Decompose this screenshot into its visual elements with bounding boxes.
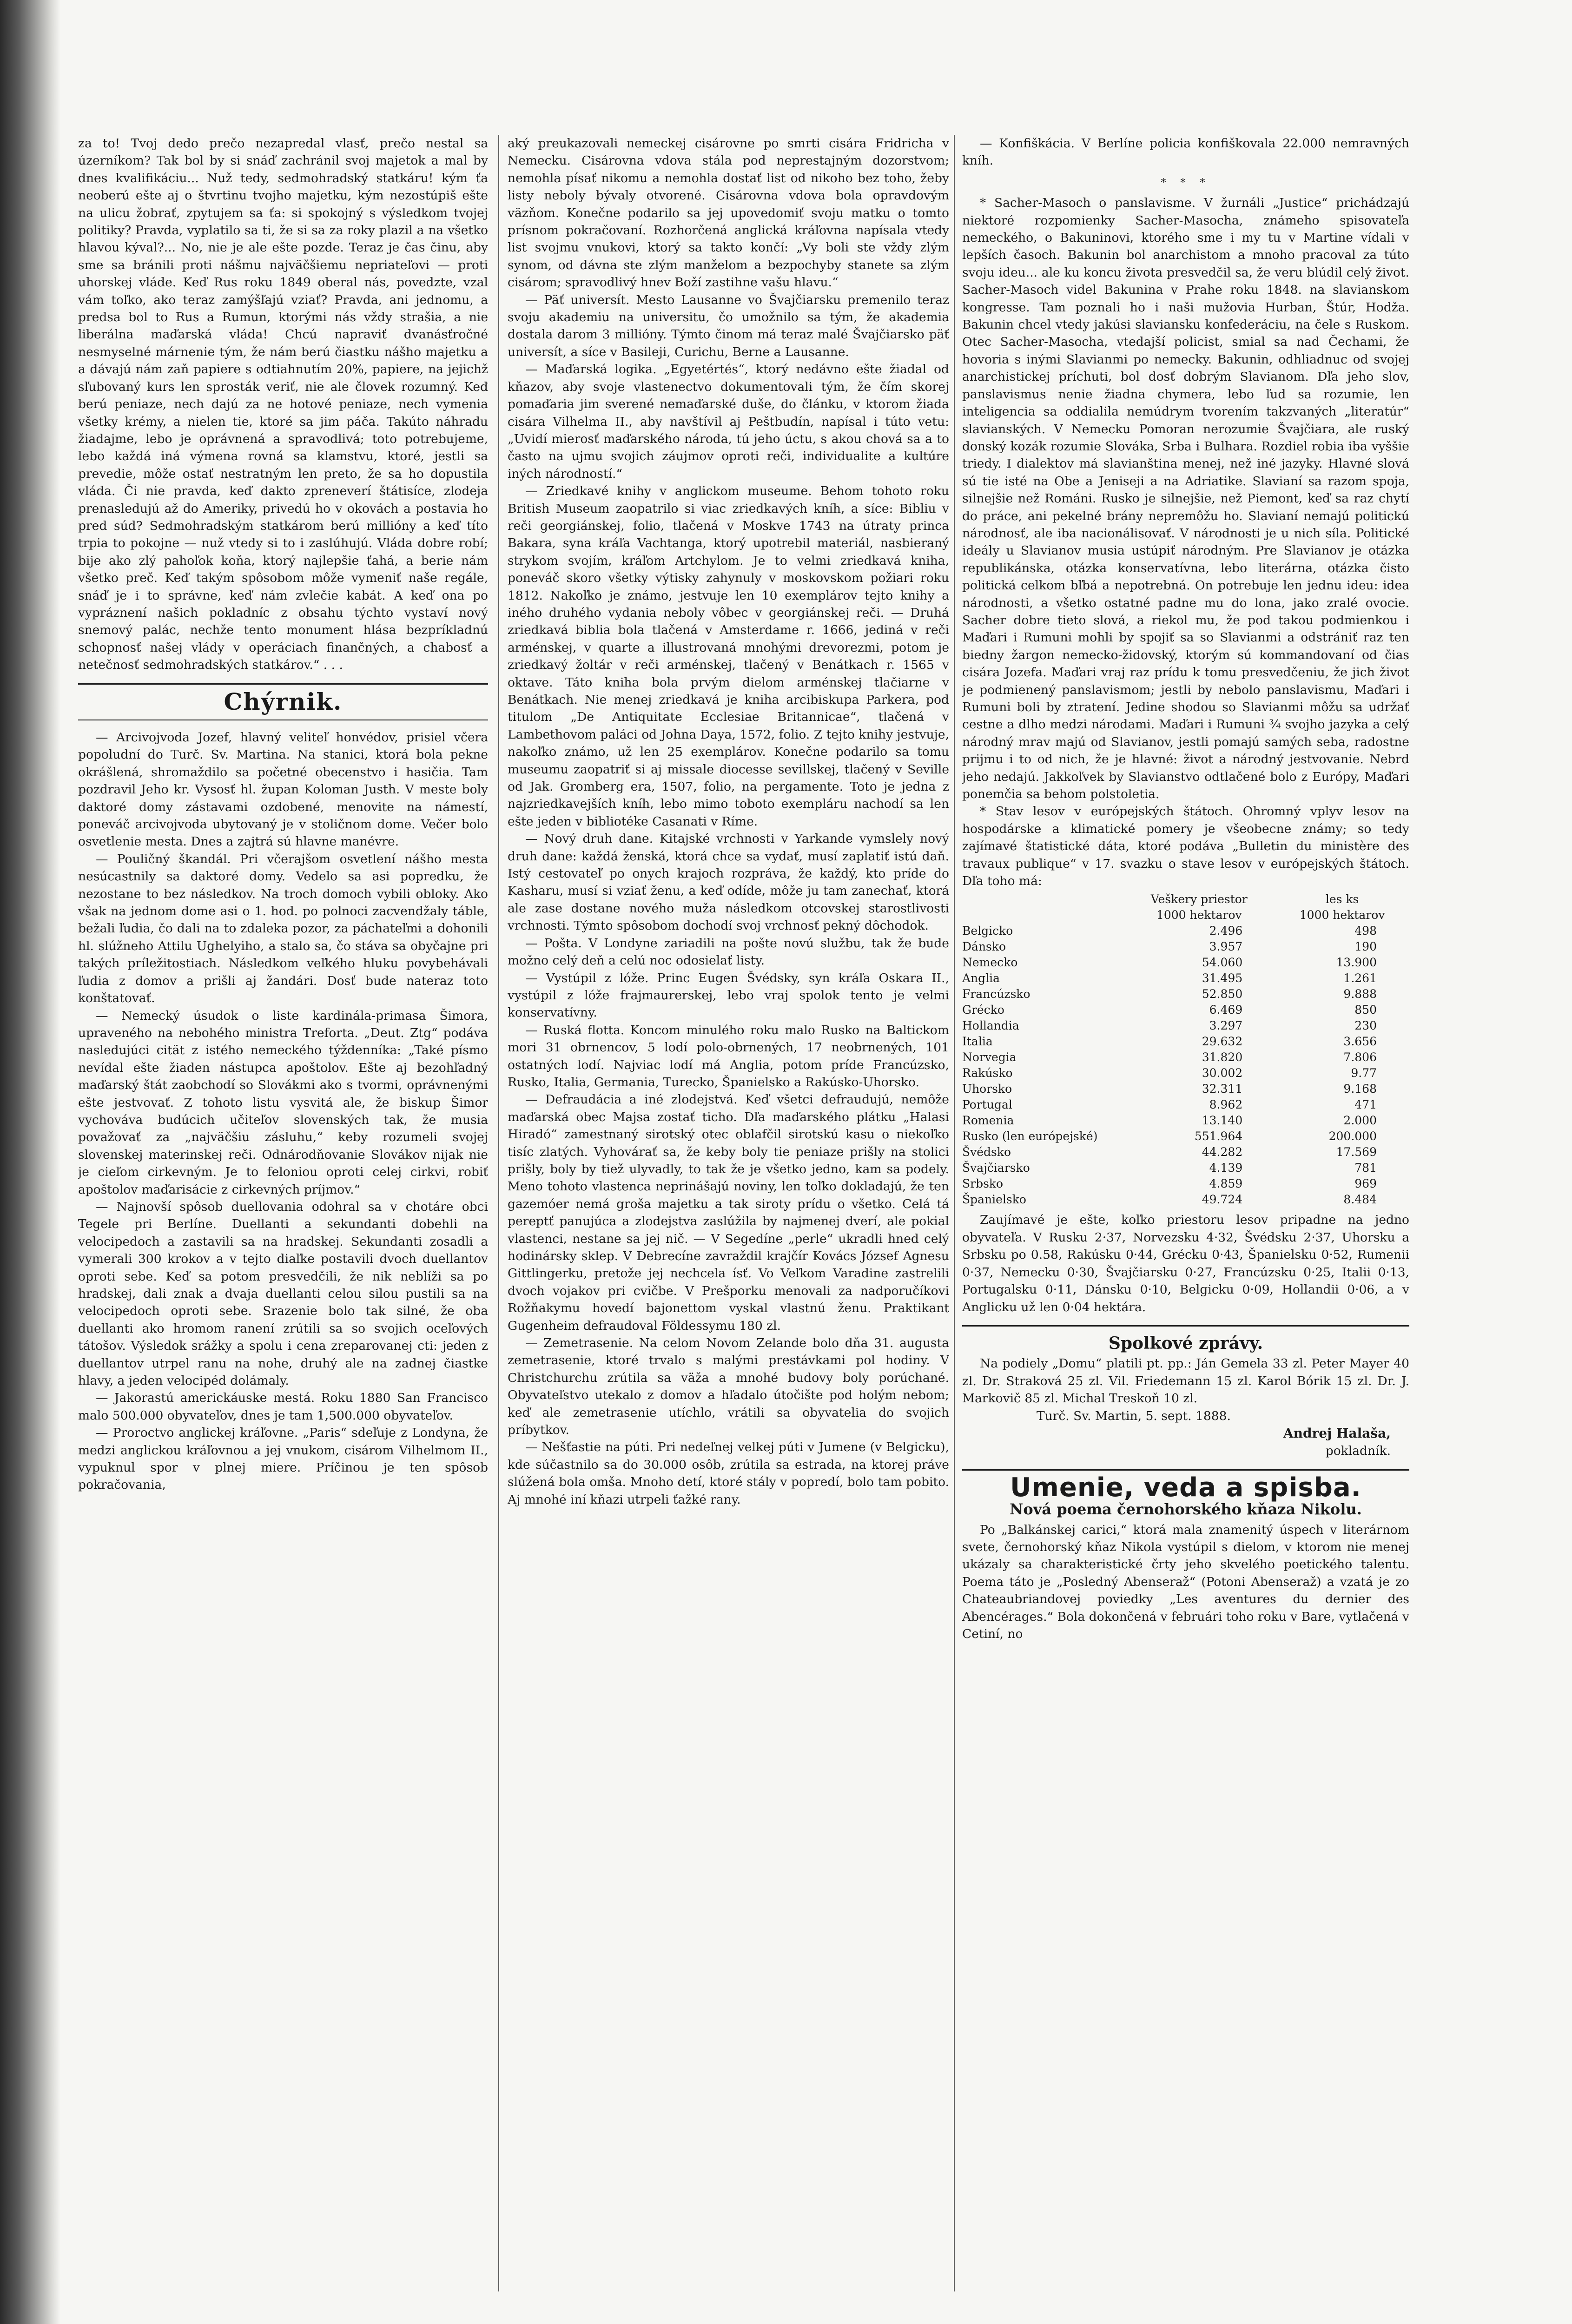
value-cell: 1.261 bbox=[1343, 971, 1377, 985]
table-row bbox=[962, 1176, 1409, 1192]
column-3 bbox=[962, 135, 1409, 2293]
table-header-cell bbox=[962, 891, 1123, 907]
article-text: za to! Tvoj dedo prečo nezapredal vlasť, prečo nestal sa úzerníkom? Tak bol by si snáď zachránil svoj majetok a mal by dnes kvalifikáciu... Nuž tedy, sedmohradský statkáru! kým ťa neoberú ešte aj o štvrtinu tvojho majetku, kým nezostúpiš ešte na ulicu žobrať, zpytujem sa ťa: si spokojný s výsledkom tvojej politiky? Pravda, vyplatilo sa ti, že si sa za roky plazil a na všetko hlavou kýval?... No, nie je ale ešte pozde. Teraz je čas činu, aby sme sa bránili proti nášmu najväčšiemu nepriateľovi — proti uhorskej vláde. Keď Rus roku 1849 oberal nás, povedzte, vzal vám toľko, ako teraz zamýšľajú vziať? Pravda, ani jednomu, a predsa bol to Rus a Rumun, ktorými nás vždy strašia, a nie liberálna maďarská vláda! Chcú napraviť dvanásťročné nesmyselné márnenie tým, že nám berú čiastku nášho majetku a a dávajú nám zaň papiere s odtiahnutím 20%, papiere, na jejichž sľubovaný kurs len sprosták veriť, nie ale človek rozumný. Keď berú peniaze, nech dajú za ne hotové peniaze, nech vymenia všetky krémy, a nielen tie, ktoré sa jim páča. Takúto náhradu žiadajme, lebo je oprávnená a spravodlivá; toto potrebujeme, lebo každá iná výmena rovná sa klamstvu, ktoré, jestli sa prevedie, môže ostať nestratným len preto, že sa ho dopustila vláda. Či nie pravda, keď dakto zpreneverí štátisíce, zlodeja prenasledujú až do Ameriky, privedú ho v okovách a postavia ho pred súd? Sedmohradským statkárom berú millióny a keď títo trpia to pokojne — nuž vtedy si to i zaslúhujú. Vláda dobre robí; bije ako zlý pahoľok koňa, ktorý najlepšie ťahá, a berie nám všetko preč. Keď takým spôsobom môže vymeniť naše regále, snáď je i to správne, keď nám zvlečie kabát. A keď ona po vypráznení našich pokladníc z obsahu týchto vystaví nový snemový palác, nechže tento monument hlása bezpríkladnú schopnosť našej vlády v operáciach finančných, a chabosť a netečnosť sedmohradských statkárov.“ . . . bbox=[78, 136, 488, 673]
asterism-separator: * * * bbox=[1161, 177, 1211, 189]
table-header-cell: 1000 hektarov bbox=[1156, 908, 1242, 922]
signature-role: pokladník. bbox=[1325, 1444, 1391, 1459]
article-title: Nová poema černohorského kňaza Nikolu. bbox=[1010, 1500, 1362, 1519]
news-item: — Najnovší spôsob duellovania odohral sa v chotáre obci Tegele pri Berlíne. Duellanti a sekundanti dobehli na velocipedoch a zastavili sa na hradskej. Sekundanti zosadli a vymerali 300 krokov a v tejto diaľke postavili dvoch duellantov oproti sebe. Keď sa potom presvedčili, že nik neblíži sa po hradskej, dali znak a dvaja duellanti celou silou pustili sa na velocipedoch oproti sebe. Srazenie bolo tak silné, že oba duellanti ako hromom ranení zrútili sa so svojich oceľových tátošov. Výsledok srážky a spolu i cena zreparovanej cti: jeden z duellantov utrpel ranu na nohe, druhý ale na zadnej čiastke hlavy, a jeden velocipéd dolámaly. bbox=[78, 1199, 488, 1388]
table-row bbox=[962, 1018, 1409, 1034]
value-cell: 471 bbox=[1354, 1098, 1377, 1112]
table-row bbox=[962, 971, 1409, 986]
country-cell: Romenia bbox=[962, 1114, 1014, 1128]
country-cell: Nemecko bbox=[962, 956, 1018, 970]
contribution-list: Na podiely „Domu“ platili pt. pp.: Ján Gemela 33 zl. Peter Mayer 40 zl. Dr. Straková 25 zl. Vil. Friedemann 15 zl. Karol Bórik 15 zl. Dr. J. Markovič 85 zl. Michal Treskoň 10 zl. bbox=[962, 1356, 1409, 1406]
value-cell: 6.469 bbox=[1209, 1003, 1243, 1017]
news-item: aký preukazovali nemeckej cisárovne po smrti cisára Fridricha v Nemecku. Cisárovna vdova stála pod neprestajným dozorstvom; nemohla písať nikomu a nemohla dostať list od nikoho bez toho, žeby listy neboly bývaly otvorené. Cisárovna vdova bola opravdovým väzňom. Konečne podarilo sa jej upovedomiť svoju matku o tomto prísnom pokračovaní. Rozhorčená anglická kráľovna napísala vtedy list svojmu vnukovi, ktorý sa takto končí: „Vy boli ste vždy zlým synom, od dávna ste zlým manželom a bezpochyby stanete sa zlým cisárom; spravodlivý hnev Boží zastihne vašu hlavu.“ bbox=[508, 136, 949, 290]
country-cell: Belgicko bbox=[962, 924, 1013, 938]
news-item: — Vystúpil z lóže. Princ Eugen Švédsky, syn kráľa Oskara II., vystúpil z lóže frajmaurerskej, lebo vraj spolok tento je velmi konservatívny. bbox=[508, 971, 949, 1020]
country-cell: Španielsko bbox=[962, 1193, 1026, 1207]
table-row bbox=[962, 1081, 1409, 1097]
country-cell: Italia bbox=[962, 1035, 993, 1049]
news-item: — Pouličný škandál. Pri včerajšom osvetlení nášho mesta nesúcastnily sa daktoré domy. Vedelo sa asi popredku, že nezostane to bez následkov. Na troch domoch vybili obloky. Ako však na jednom dome asi o 1. hod. po polnoci zacvendžaly táble, bežali ľudia, čo dali na to zdaleka pozor, za páchateľmi a dohonili hl. slúžneho Attilu Ughelyiho, a stalo sa, čo stáva sa obyčajne pri takých príležitostiach. Následkom veľkého hluku povybehávali ľudia z domov a prišli aj žandári. Dosť bude nateraz toto konštatovať. bbox=[78, 852, 488, 1006]
news-item: * Sacher-Masoch o panslavisme. V žurnáli „Justice“ prichádzajú niektoré rozpomienky Sacher-Masocha, známeho spisovateľa nemeckého, o Bakuninovi, ktorého sme i my tu v Martine vídali v lepších časoch. Bakunin bol anarchistom a mnoho pracoval za túto svoju ideu... ale ku koncu života presvedčil sa, že veru blúdil celý život. Sacher-Masoch videl Bakunina v Prahe roku 1848. na slavianskom kongresse. Tam poznali ho i naši mužovia Hurban, Štúr, Hodža. Bakunin chcel vtedy jakúsi slaviansku konfederáciu, na čele s Ruskom. Otec Sacher-Masocha, vtedajší policist, smial sa nad Čechami, že hovoria s inými Slavianmi po nemecky. Bakunin, odhliadnuc od svojej anarchistickej príchuti, bol dosť dobrým Slavianom. Dľa jeho slov, panslavismus nenie žiadna chymera, lebo ľud sa rozumie, len inteligencia sa oddialila nemúdrym tvorením takzvaných „literatúr“ slavianských. V Nemecku Pomoran nerozumie Švajčiara, ale ruský donský kozák rozumie Slováka, Srba i Bulhara. Rozdiel robia iba vyššie triedy. I dialektov má slavianština menej, než iné jazyky. Hlavné slová sú tie isté na Obe a Jeniseji a na Adriatike. Slavianí sa razom spoja, silnejšie než Románi. Rusko je silnejšie, než Piemont, keď sa raz chytí do práce, ani pekelné brány nepremôžu ho. Slavianí nemajú politickú národnosť, ale iba nacionálisovať. V národnosti je u nich síla. Politické ideály u Slavianov musia ustúpiť národným. Pre Slavianov je otázka republikánska, otázka konservatívna, lebo literárna, otázka čisto politická celkom bľbá a nepotrebná. On potrebuje len jednu ideu: idea národnosti, a všetko ostatné padne mu do lona, jako zralé ovocie. Sacher dobre tieto slová, a riekol mu, že pod takou podmienkou i Maďari i Rumuni mohli by spojiť sa so Slavianmi a odstrániť raz ten biedny žargon nemecko-židovský, ktorým sú kommandovaní od čias cisára Jozefa. Maďari vraj raz prídu k tomu presvedčeniu, že jich život je podmienený panslavismom; jestli by nebolo panslavismu, Maďari i Rumuni boli by ztratení. Jedine shodou so Slavianmi môžu sa udržať cestne a dlho medzi národami. Maďari i Rumuni ¾ svojho jazyka a celý národný mrav majú od Slavianov, jestli pomajú samých seba, radostne prijmu i to od nich, že je hlavné: život a národný jestvovanie. Nebrd jeho nedajú. Jakkoľvek by Slavianstvo odtlačené bolo z Európy, Maďari ponemčia sa behom polstoletia. bbox=[962, 196, 1409, 802]
column-rule bbox=[954, 135, 955, 2291]
table-header-cell: Veškery priestor bbox=[1150, 892, 1248, 906]
value-cell: 2.000 bbox=[1343, 1114, 1377, 1128]
table-row bbox=[962, 1192, 1409, 1208]
country-cell: Rusko (len európejské) bbox=[962, 1129, 1098, 1143]
value-cell: 8.962 bbox=[1209, 1098, 1243, 1112]
news-item: — Päť universít. Mesto Lausanne vo Švajčiarsku premenilo teraz svoju akademiu na universitu, čo umožnilo sa tým, že akademia dostala darom 3 millióny. Týmto činom má teraz malé Švajčiarsko päť universít, a síce v Basileji, Curichu, Berne a Lausanne. bbox=[508, 292, 949, 359]
country-cell: Portugal bbox=[962, 1098, 1012, 1112]
table-row bbox=[962, 1002, 1409, 1018]
section-heading-chyrnik: Chýrnik. bbox=[224, 687, 343, 715]
section-divider bbox=[78, 683, 488, 685]
value-cell: 9.888 bbox=[1343, 987, 1377, 1001]
news-item: — Zriedkavé knihy v anglickom museume. Behom tohoto roku British Museum zaopatrilo si viac zriedkavých kníh, a síce: Bibliu v reči georgiánskej, folio, tlačená v Moskve 1743 na útraty princa Bakara, syna kráľa Vachtanga, ktorý upotrebil materiál, nasbieraný strykom svojím, kráľom Artchylom. Je to velmi zriedkavá kniha, poneváč skoro všetky výtisky zahynuly v moskovskom požiari roku 1812. Nakoľko je známo, jestvuje len 10 exemplárov tejto knihy a iného druhého vydania neboly vôbec v georgiánskej reči. — Druhá zriedkavá biblia bola tlačená v Amsterdame r. 1666, jediná v reči arménskej, v quarte a illustrovaná mnohými drevorezmi, potom je zriedkavý žoltár v reči arménskej, tlačený v Benátkach r. 1565 v oktave. Táto kniha bola prvým dielom arménskej tlačiarne v Benátkach. Nie menej zriedkavá je kniha arcibiskupa Parkera, pod titulom „De Antiquitate Ecclesiae Britannicae“, tlačená v Lambethovom paláci od Johna Daya, 1572, folio. Z tejto knihy jestvuje, nakoľko známo, už len 25 exemplárov. Konečne podarilo sa tomu museumu zaopatriť si aj missale diocesse sevillskej, tlačený v Seville od Jak. Gromberg era, 1507, folio, na pergamente. Toto je jedna z najzriedkavejších kníh, lebo mimo toboto exempláru nachodí sa len ešte jeden v bibliotéke Casanati v Ríme. bbox=[508, 484, 949, 829]
table-row bbox=[962, 1160, 1409, 1176]
news-item: — Defraudácia a iné zlodejstvá. Keď všetci defraudujú, nemôže maďarská obec Majsa zostať ticho. Dľa maďarského plátku „Halasi Hiradó“ zamestnaný sirotský otec oblafčil sirotskú kasu o niekoľko tisíc zlatých. Vyhovárať sa, že keby boly tie peniaze prišly na stolici prišly, boly by tiež ulyvadly, to tak že je všetko jedno, kam sa podely. Meno tohoto vlastenca neprinášajú noviny, len toľko dokladajú, že ten gazemóer nemá groša majetku a tak siroty prídu o všetko. Celá tá pereptť panujúca a zlodejstva zaslúžila by najmenej dverí, ale pokiaľ vlastenci, nestane sa jej nič. — V Segedíne „perle“ ukradli hned celý hodinársky sklep. V Debrecíne zavraždil krajčír Kovács József Agnesu Gittlingerku, pretože jej nechcela ísť. Vo Veľkom Varadine zastrelili dvoch vojakov pri cvičbe. V Prešporku menovali za nadporučíkovi Rožňakymu hovedí bajonettom vyskal vlastnú ženu. Praktikant Gugenheim defraudoval Földessymu 180 zl. bbox=[508, 1092, 949, 1333]
country-cell: Francúzsko bbox=[962, 987, 1030, 1001]
value-cell: 13.140 bbox=[1202, 1114, 1243, 1128]
value-cell: 52.850 bbox=[1202, 987, 1243, 1001]
news-item: Zaujímavé je ešte, koľko priestoru lesov pripadne na jedno obyvateľa. V Rusku 2·37, Norvezsku 4·32, Švédsku 2·37, Uhorsku a Srbsku po 0.58, Rakúsku 0·44, Grécku 0·43, Španielsku 0·52, Rumenii 0·37, Nemecku 0·30, Švajčiarsku 0·27, Francúzsku 0·25, Italii 0·13, Portugalsku 0·11, Dánsku 0·10, Belgicku 0·09, Hollandii 0·06, a v Anglicku už len 0·04 hektára. bbox=[962, 1213, 1409, 1314]
value-cell: 44.282 bbox=[1202, 1145, 1243, 1159]
country-cell: Švédsko bbox=[962, 1145, 1011, 1159]
value-cell: 30.002 bbox=[1202, 1066, 1243, 1080]
table-row bbox=[962, 955, 1409, 971]
value-cell: 29.632 bbox=[1202, 1035, 1243, 1049]
signature-name: Andrej Halaša, bbox=[1283, 1425, 1391, 1441]
value-cell: 17.569 bbox=[1336, 1145, 1377, 1159]
section-divider bbox=[962, 1325, 1409, 1327]
news-item: — Nemecký úsudok o liste kardinála-primasa Šimora, upraveného na nebohého ministra Treforta. „Deut. Ztg“ podáva nasledujúci cität z istého nemeckého týždenníka: „Také písmo nevídal ešte žiaden nástupca apoštolov. Ešte aj bezohľadný maďarský štát zaobchodí so Slovákmi ako s tvormi, oprávnenými ešte jestvovať. Z tohoto listu vysvitá ale, že biskup Šimor vychováva budúcich učiteľov slovenských tak, že musia považovať za „najväčšiu zásluhu,“ keby rozumeli svojej slovenskej materinskej reči. Odnárodňovanie Slovákov nijak nie je cieľom cirkevným. Je to feloniou oproti celej cirkvi, robiť apoštolov maďarisácie z cirkevných príjmov.“ bbox=[78, 1008, 488, 1197]
article-text: Po „Balkánskej carici,“ ktorá mala znamenitý úspech v literárnom svete, černohorský kňaz Nikola vystúpil s dielom, v ktorom nie menej ukázaly sa charakteristické črty jeho skvelého poetického talentu. Poema táto je „Posledný Abenseraž“ (Potoni Abenseraž) a vzatá je zo Chateaubriandovej poviedky „Les aventures du dernier des Abencérages.“ Bola dokončená v februári toho roku v Bare, vytlačená v Cetiní, no bbox=[962, 1522, 1409, 1641]
news-item: * Stav lesov v európejských štátoch. Ohromný vplyv lesov na hospodárske a klimatické pomery je všeobecne známy; so tedy zajímavé štatistické dáta, ktoré podáva „Bulletin du ministère des travaux publique“ v 17. svazku o stave lesov v európejských štátoch. Dľa toho má: bbox=[962, 804, 1409, 889]
column-rule bbox=[498, 135, 499, 2291]
table-row bbox=[962, 923, 1409, 939]
table-header-cell: 1000 hektarov bbox=[1299, 908, 1385, 922]
value-cell: 49.724 bbox=[1202, 1193, 1243, 1207]
column-2 bbox=[508, 135, 949, 2293]
value-cell: 9.77 bbox=[1351, 1066, 1377, 1080]
news-item: — Nešťastie na púti. Pri nedeľnej velkej púti v Jumene (v Belgicku), kde súčastnilo sa do 30.000 osôb, zrútila sa estrada, na ktorej práve slúžená bola omša. Mnoho detí, ktoré stály v popredí, bolo tam pobito. Aj mnohé iní kňazi utrpeli ťažké rany. bbox=[508, 1440, 949, 1507]
value-cell: 4.859 bbox=[1209, 1177, 1243, 1191]
section-heading-spolkove: Spolkové zprávy. bbox=[1108, 1333, 1263, 1353]
table-header-cell: les ks bbox=[1325, 892, 1359, 906]
table-row bbox=[962, 939, 1409, 955]
table-row bbox=[962, 1065, 1409, 1081]
table-row bbox=[962, 1144, 1409, 1160]
news-item: — Nový druh dane. Kitajské vrchnosti v Yarkande vymslely nový druh dane: každá ženská, ktorá chce sa vydať, musí zaplatiť istú daň. Istý cestovateľ po onych krajoch rozpráva, že každý, kto príde do Kasharu, musí si vziať ženu, a keď odíde, môže ju tam zanechať, ktorá ale zase dostane nového muža následkom otcovskej starostlivosti vrchnosti. Týmto spôsobom dochodí svoj vrchnosť pekný dôchodok. bbox=[508, 832, 949, 933]
value-cell: 969 bbox=[1354, 1177, 1377, 1191]
value-cell: 32.311 bbox=[1202, 1082, 1243, 1096]
section-heading-umenie: Umenie, veda a spisba. bbox=[1010, 1472, 1361, 1503]
country-cell: Švajčiarsko bbox=[962, 1161, 1030, 1175]
column-1 bbox=[78, 135, 488, 2293]
value-cell: 551.964 bbox=[1194, 1129, 1243, 1143]
value-cell: 3.656 bbox=[1343, 1035, 1377, 1049]
news-item: — Konfiškácia. V Berlíne policia konfiškovala 22.000 nemravných kníh. bbox=[962, 136, 1409, 168]
country-cell: Uhorsko bbox=[962, 1082, 1012, 1096]
country-cell: Srbsko bbox=[962, 1177, 1004, 1191]
scan-binding-edge bbox=[0, 0, 60, 2324]
news-item: — Jakorastú americkáuske mestá. Roku 1880 San Francisco malo 500.000 obyvateľov, dnes je tam 1,500.000 obyvateľov. bbox=[78, 1391, 488, 1423]
value-cell: 7.806 bbox=[1343, 1050, 1377, 1064]
value-cell: 498 bbox=[1354, 924, 1377, 938]
country-cell: Dánsko bbox=[962, 940, 1006, 954]
news-item: — Zemetrasenie. Na celom Novom Zelande bolo dňa 31. augusta zemetrasenie, ktoré trvalo s malými prestávkami pol hodiny. V Christchurchu zrútila sa väža a mnohé budovy boly porúchané. Obyvateľstvo utekalo z domov a hľadalo útočište pod holým nebom; keď ale zemetrasenie utíchlo, vrátili sa obyvatelia do svojich príbytkov. bbox=[508, 1336, 949, 1438]
table-row bbox=[962, 1097, 1409, 1113]
value-cell: 8.484 bbox=[1343, 1193, 1377, 1207]
country-cell: Norvegia bbox=[962, 1050, 1017, 1064]
value-cell: 190 bbox=[1354, 940, 1377, 954]
section-divider bbox=[962, 1469, 1409, 1471]
value-cell: 31.495 bbox=[1202, 971, 1243, 985]
value-cell: 200.000 bbox=[1328, 1129, 1377, 1143]
country-cell: Hollandia bbox=[962, 1019, 1019, 1033]
country-cell: Grécko bbox=[962, 1003, 1004, 1017]
table-row bbox=[962, 1034, 1409, 1050]
table-row bbox=[962, 1050, 1409, 1065]
table-row bbox=[962, 986, 1409, 1002]
value-cell: 4.139 bbox=[1209, 1161, 1243, 1175]
value-cell: 9.168 bbox=[1343, 1082, 1377, 1096]
table-row bbox=[962, 1113, 1409, 1129]
news-item: — Ruská flotta. Koncom minulého roku malo Rusko na Baltickom mori 31 obrnencov, 5 lodí polo-obrnených, 17 neobrnených, 101 ostatných lodí. Najviac lodí má Anglia, potom príde Francúzsko, Rusko, Italia, Germania, Turecko, Španielsko a Rakúsko-Uhorsko. bbox=[508, 1023, 949, 1089]
news-item: — Pošta. V Londyne zariadili na pošte novú službu, tak že bude možno celý deň a celú noc odosielať listy. bbox=[508, 936, 949, 968]
news-item: — Arcivojvoda Jozef, hlavný veliteľ honvédov, prisiel včera popoludní do Turč. Sv. Martina. Na stanici, ktorá bola pekne okrášlená, shromaždilo sa početné obecenstvo i hasičia. Tam pozdravil Jeho kr. Vysosť hl. župan Koloman Justh. V meste boly daktoré domy zástavami ozdobené, menovite na námestí, poneváč arcivojvoda ubytovaný je v stoličnom dome. Večer bolo osvetlenie mesta. Dnes a zajtrá sú hlavne manévre. bbox=[78, 730, 488, 849]
value-cell: 13.900 bbox=[1336, 956, 1377, 970]
dateline: Turč. Sv. Martin, 5. sept. 1888. bbox=[1037, 1408, 1231, 1423]
value-cell: 850 bbox=[1354, 1003, 1377, 1017]
value-cell: 2.496 bbox=[1209, 924, 1243, 938]
value-cell: 54.060 bbox=[1202, 956, 1243, 970]
news-item: — Maďarská logika. „Egyetértés“, ktorý nedávno ešte žiadal od kňazov, aby svoje vlastenectvo dokumentovali tým, že čím skorej pomaďaria jim sverené nemaďarské duše, do článku, v ktorom žiada cisára Vilhelma II., aby navštívil aj Peštbudín, napísal i túto vetu: „Uvidí mierosť maďarského národa, tú jeho úctu, s akou chová sa a to často na ujmu svojich záujmov oproti reči, individualite a kultúre iných národností.“ bbox=[508, 362, 949, 481]
forest-stats-table bbox=[962, 891, 1409, 1208]
table-row bbox=[962, 1129, 1409, 1144]
value-cell: 31.820 bbox=[1202, 1050, 1243, 1064]
value-cell: 3.957 bbox=[1209, 940, 1243, 954]
value-cell: 781 bbox=[1354, 1161, 1377, 1175]
country-cell: Anglia bbox=[962, 971, 1000, 985]
value-cell: 230 bbox=[1354, 1019, 1377, 1033]
value-cell: 3.297 bbox=[1209, 1019, 1243, 1033]
news-item: — Proroctvo anglickej kráľovne. „Paris“ sdeľuje z Londyna, že medzi anglickou kráľovnou a jej vnukom, cisárom Vilhelmom II., vypuknul spor v plnej miere. Príčinou je ten spôsob pokračovania, bbox=[78, 1426, 488, 1492]
country-cell: Rakúsko bbox=[962, 1066, 1013, 1080]
